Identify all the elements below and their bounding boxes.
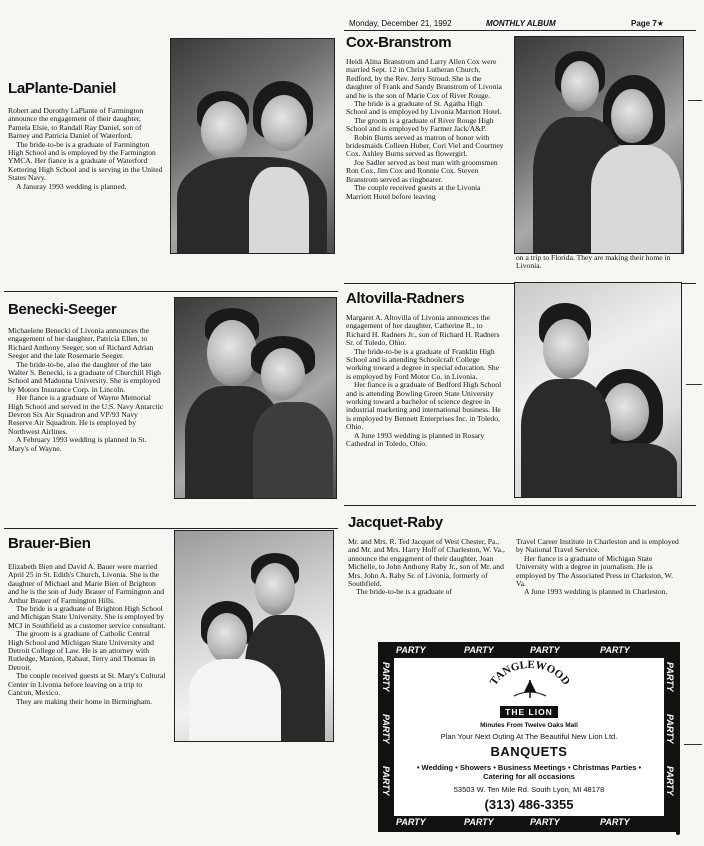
cox-headline: Cox-Branstrom (346, 34, 452, 51)
paragraph: Her fiance is a graduate of Wayne Memorial High School and served in the U.S. Navy Antarctic Devron Six Air Squadron and VP/93 Navy Reserve Air Squadron. He is employed by Northwest Airlines. (8, 393, 164, 436)
benecki-photo (174, 297, 337, 499)
tanglewood-ad (378, 642, 680, 832)
paragraph: The bride is a graduate of Brighton High School and Michigan State University. She is employed by MCI in Southfield as a customer service consultant. (8, 604, 166, 630)
cox-body (346, 58, 504, 201)
paragraph: The bride-to-be is a graduate of (356, 587, 452, 597)
masthead-section: MONTHLY ALBUM (486, 19, 556, 28)
brauer-photo (174, 530, 334, 742)
party-banner-left (380, 658, 394, 816)
jacquet-body-continued (516, 538, 682, 597)
cox-photo (514, 36, 684, 254)
paragraph: Her fiance is a graduate of Bedford High School and is attending Bowling Green State University working toward a bachelor of science degree in industrial marketing and international business. He is employed by Bennett Enterprises Inc. in Toledo, Ohio. (346, 380, 502, 432)
paragraph: Heidi Alina Branstrom and Larry Allen Cox were married Sept. 12 in Christ Lutheran Church, Redford, by the Rev. Jerry Stroud. She is the daughter of Frank and Sandy Branstrom of Livonia and he is the son of Marie Cox of River Rouge. (346, 57, 502, 100)
laplante-body (8, 107, 163, 191)
paragraph: Joe Sadler served as best man with groomsmen Ron Cox, Jim Cox and Ronnie Cox. Steven Branstrom served as ringbearer. (346, 157, 498, 184)
benecki-body (8, 327, 164, 453)
paragraph: Michaelene Benecki of Livonia announces the engagement of her daughter, Patricia Ellen, to Richard Anthony Seeger, son of Richard Adrian Seeger and the late Rosemarie Seeger. (8, 326, 154, 361)
party-label: PARTY (600, 645, 630, 655)
party-label: PARTY (464, 817, 494, 827)
masthead-date: Monday, December 21, 1992 (349, 19, 452, 28)
party-label: PARTY (396, 645, 426, 655)
benecki-headline: Benecki-Seeger (8, 301, 117, 318)
paragraph: Robert and Dorothy LaPlante of Farmington announce the engagement of their daughter, Pamela Elsie, to Randall Ray Daniel, son of Barney and Patricia Daniel of Waterford. (8, 106, 144, 141)
party-label: PARTY (396, 817, 426, 827)
paragraph: Margaret A. Altovilla of Livonia announces the engagement of her daughter, Catherine R., to Richard H. Radners Jr., son of Richard H. Radners Sr. of Toledo, Ohio. (346, 313, 500, 348)
party-label: PARTY (665, 714, 675, 744)
scan-mark (684, 744, 702, 745)
laplante-headline: LaPlante-Daniel (8, 80, 117, 97)
masthead-page: Page 7★ (631, 19, 664, 28)
ad-banquets: BANQUETS (490, 744, 568, 759)
paragraph: The groom is a graduate of River Rouge High School and is employed by Farmer Jack/A&P. (346, 115, 494, 134)
paragraph: Elizabeth Bien and David A. Bauer were married April 25 in St. Edith's Church, Livonia. She is the daughter of Michael and Marie Bien of Brighton and he is the son of Judy Brauer of Farmington and Arthur Brauer of Farmington Hills. (8, 562, 165, 605)
party-label: PARTY (381, 766, 391, 796)
paragraph: The bride-to-be, also the daughter of the late Walter S. Benecki, is a graduate of Churchill High School and Madonna University. She is employed by Motors Insurance Corp. in Lincoln. (8, 359, 161, 394)
party-label: PARTY (381, 714, 391, 744)
party-banner-right (664, 658, 678, 816)
brauer-body (8, 563, 166, 706)
scan-mark (686, 384, 702, 385)
altovilla-body (346, 314, 504, 449)
party-label: PARTY (600, 817, 630, 827)
paragraph: A Januray 1993 wedding is planned. (16, 181, 127, 191)
party-label: PARTY (381, 662, 391, 692)
paragraph: The bride-to-be is a graduate of Farmington High School and is employed by the Farmington YMCA. Her fiance is a graduate of Waterford Kettering High School and is serving in the United States Navy. (8, 139, 163, 183)
scan-mark (688, 100, 702, 101)
party-banner-bottom (380, 816, 678, 830)
masthead-rule (344, 30, 696, 31)
paragraph: The bride is a graduate of St. Agatha High School and is employed by Livonia Marriott Hotel. (346, 99, 502, 117)
paragraph: A February 1993 wedding is planned in St. Mary's of Wayne. (8, 435, 147, 453)
logo-arc-text: TANGLEWOOD (487, 658, 573, 688)
party-label: PARTY (464, 645, 494, 655)
divider (4, 528, 338, 529)
party-banner-top (380, 644, 678, 658)
party-label: PARTY (530, 817, 560, 827)
party-label: PARTY (665, 766, 675, 796)
paragraph: A June 1993 wedding is planned in Rosary Cathedral in Toledo, Ohio. (346, 430, 485, 449)
altovilla-headline: Altovilla-Radners (346, 290, 465, 307)
paragraph: The couple received guests at St. Mary's Cultural Center in Livonia before leaving on a trip to Cancun, Mexico. (8, 671, 166, 698)
cox-caption: on a trip to Florida. They are making their home in Livonia. (516, 253, 671, 271)
divider (4, 291, 338, 292)
ad-tagline: Minutes From Twelve Oaks Mall (480, 722, 578, 729)
paragraph: Robin Burns served as matron of honor with bridesmaids Colleen Huber, Cori Viel and Courtney Cox. Ashley Burns served as flowergirl. (346, 132, 504, 159)
party-label: PARTY (665, 662, 675, 692)
party-label: PARTY (530, 645, 560, 655)
divider (344, 505, 696, 506)
scan-dot (676, 831, 680, 835)
paragraph: Travel Career Institute in Charleston and is employed by National Travel Service. (516, 537, 679, 555)
paragraph: The groom is a graduate of Catholic Central High School and Michigan State University and Detroit College of Law. He is an attorney with Rutledge, Manion, Rabaut, Terry and Thomas in Detroit. (8, 629, 156, 672)
ad-phone: (313) 486-3355 (484, 797, 574, 812)
logo-sub-text: THE LION (500, 706, 558, 718)
altovilla-photo (514, 282, 682, 498)
brauer-headline: Brauer-Bien (8, 535, 91, 552)
ad-address: 53503 W. Ten Mile Rd. South Lyon, MI 48178 (453, 785, 605, 794)
laplante-photo (170, 38, 335, 254)
paragraph: The couple received guests at the Livonia Marriott Hotel before leaving (346, 183, 481, 201)
jacquet-headline: Jacquet-Raby (348, 514, 443, 531)
paragraph: They are making their home in Birmingham. (16, 696, 153, 706)
paragraph: Her fiance is a graduate of Michigan State University with a degree in journalism. He is employed by The Associated Press in Clarkston, W. Va. (516, 553, 673, 589)
ad-plan: Plan Your Next Outing At The Beautiful New Lion Ltd. (440, 732, 618, 741)
jacquet-body (348, 538, 506, 597)
paragraph: Mr. and Mrs. R. Ted Jacquet of West Chester, Pa., and Mr. and Mrs. Harry Hoff of Charleston, W. Va., announce the engagment of their daughter, Joan Michelle, to John Anthony Raby Jr., son of Mr. and Mrs. John A. Raby Sr. of Livonia, formerly of Southfield. (348, 537, 505, 589)
paragraph: The bride-to-be is a graduate of Franklin High School and is attending Schoolcraft College working toward a degree in special education. She is employed by Ford Motor Co. in Livonia. (346, 346, 500, 381)
ad-services: • Wedding • Showers • Business Meetings • Christmas Parties • Catering for all occasions (416, 763, 642, 781)
paragraph: A June 1993 wedding is planned in Charleston. (524, 587, 668, 597)
